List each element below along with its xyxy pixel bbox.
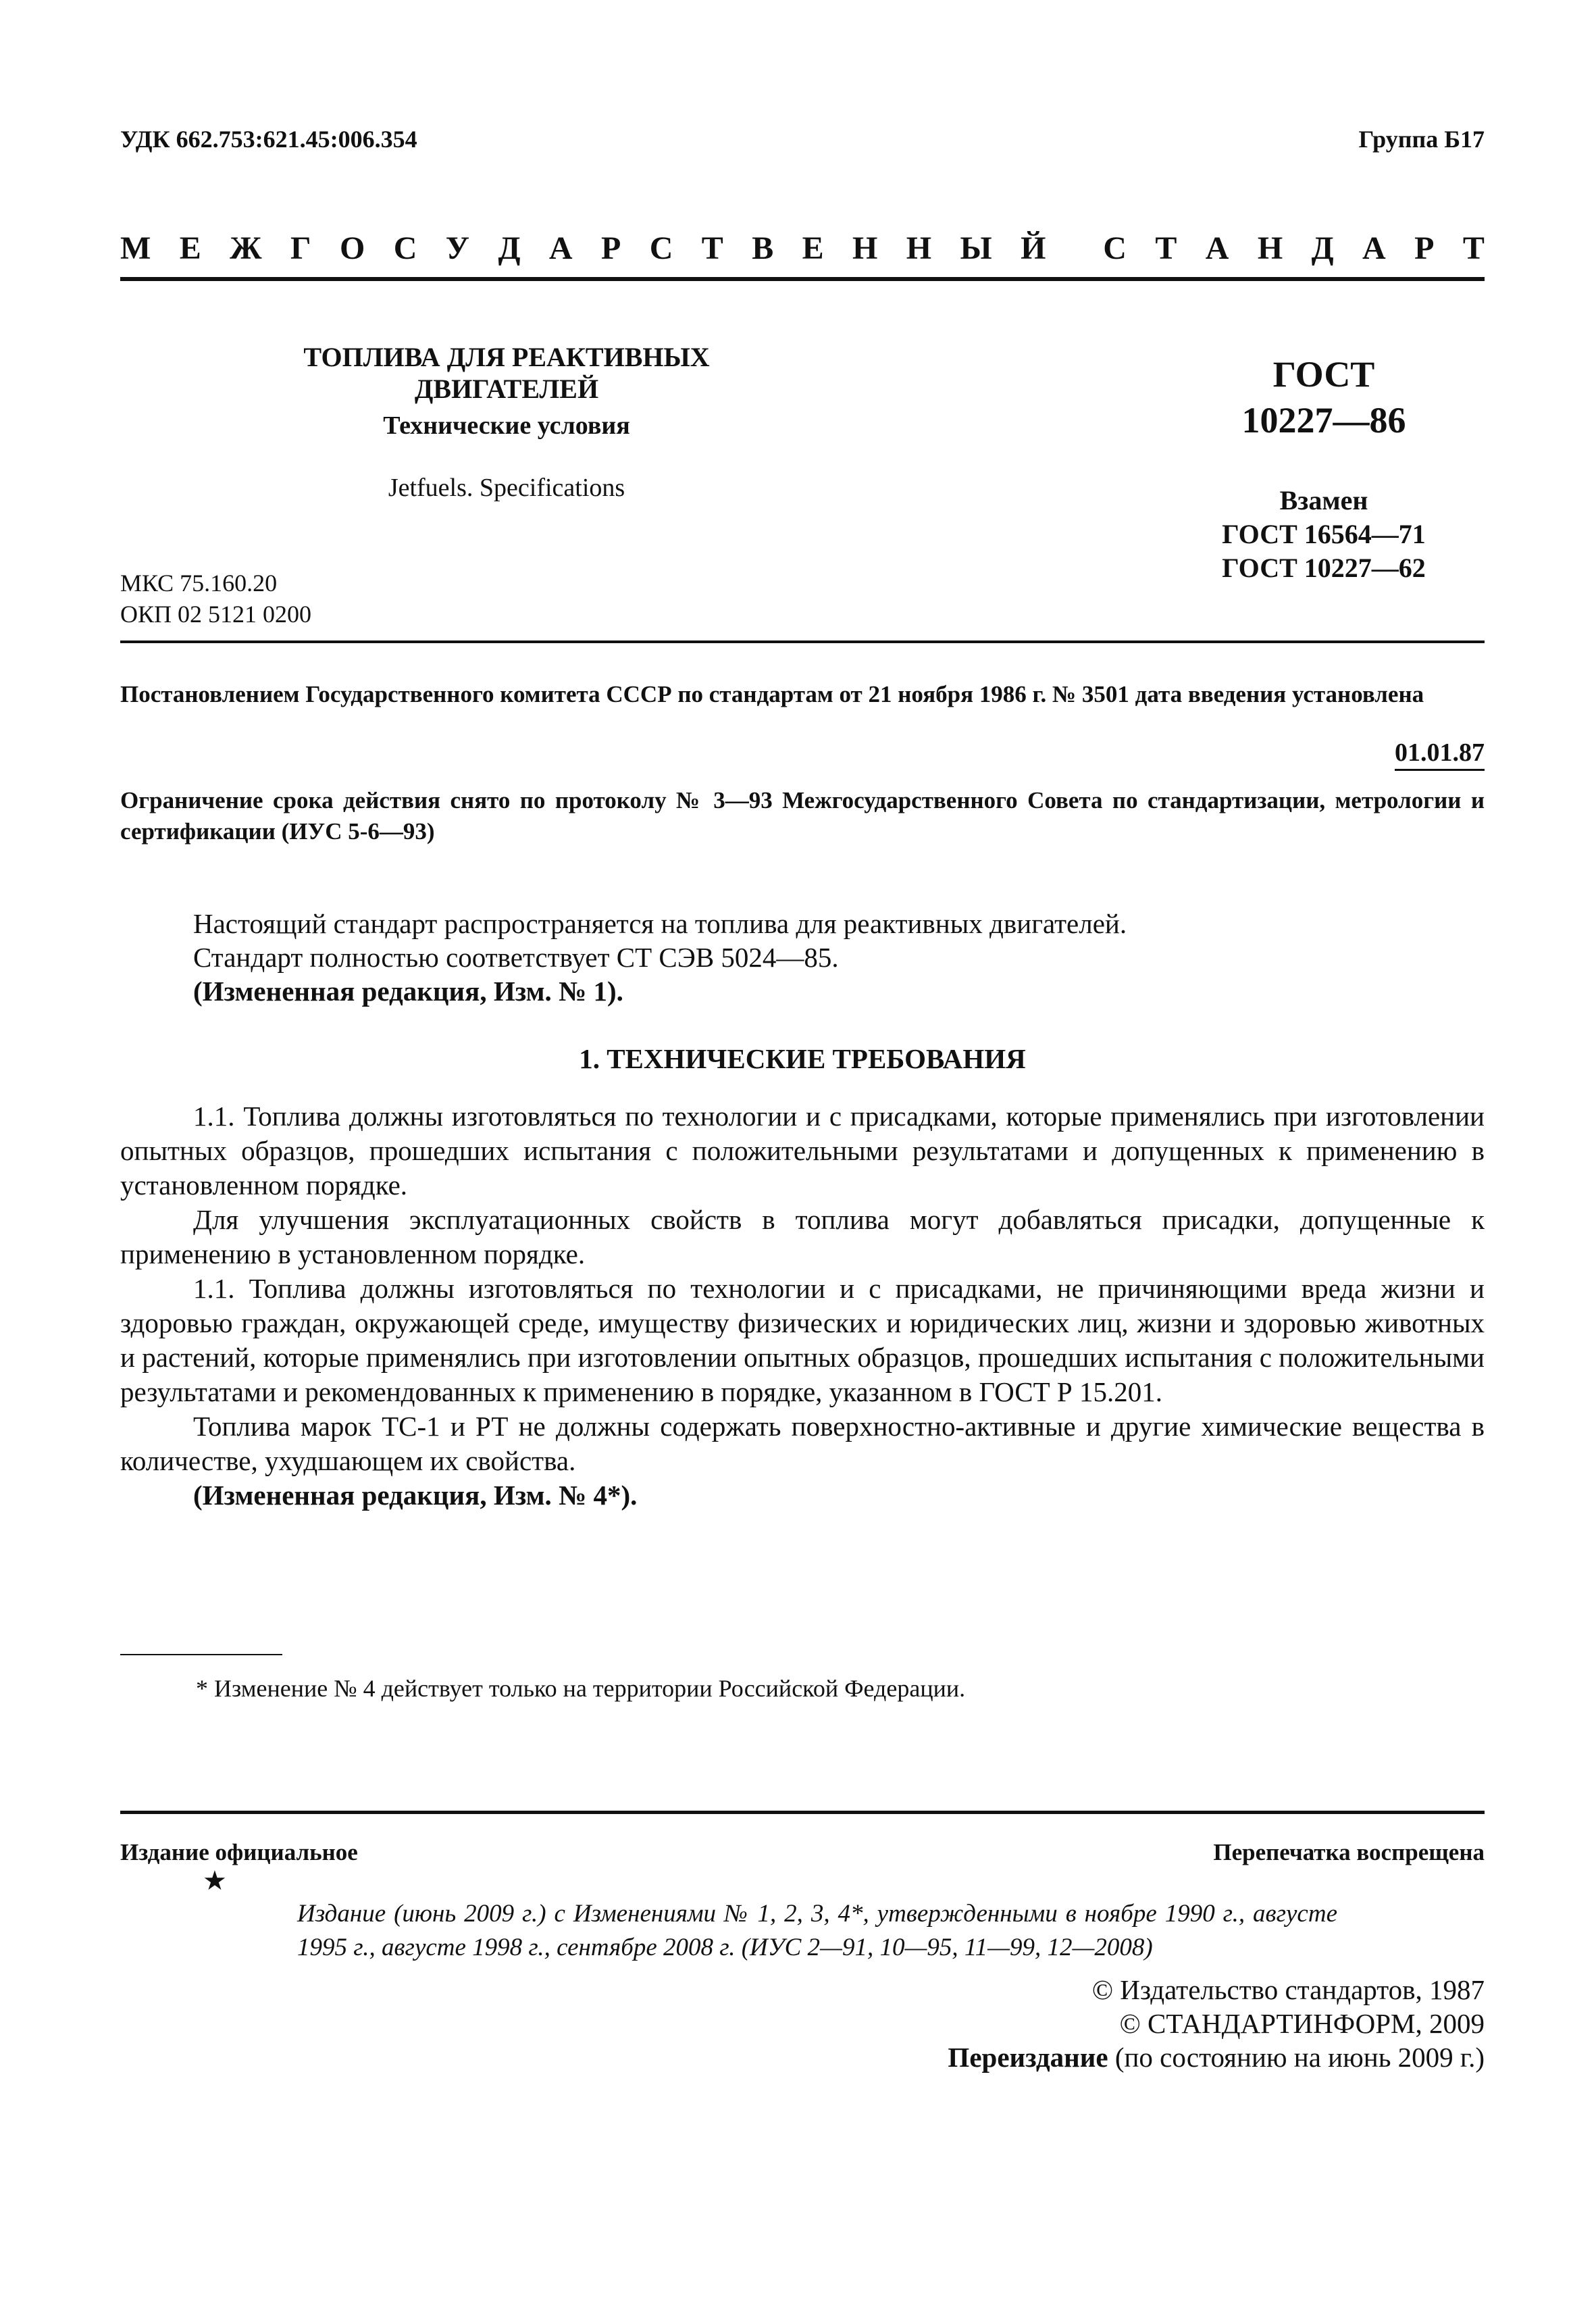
copyright-block	[948, 1973, 1485, 2074]
intro-scope: Настоящий стандарт распространяется на топлива для реактивных двигателей.	[193, 908, 1127, 939]
edition-note: Издание (июнь 2009 г.) с Изменениями № 1, 2, 3, 4*, утвержденными в ноябре 1990 г., августе 1995 г., августе 1998 г., сентябре 2008 г. (ИУС 2—91, 10—95, 11—99, 12—2008)	[297, 1900, 1337, 1961]
section-amendment: (Измененная редакция, Изм. № 4*).	[193, 1480, 638, 1511]
footnote: * Изменение № 4 действует только на территории Российской Федерации.	[196, 1675, 966, 1702]
copyright-2009: © СТАНДАРТИНФОРМ, 2009	[1119, 2008, 1485, 2039]
paragraph-additives: Для улучшения эксплуатационных свойств в топлива могут добавляться присадки, допущенные к применению в установленном порядке.	[120, 1204, 1485, 1269]
paragraph-surfactants: Топлива марок ТС-1 и РТ не должны содержать поверхностно-активные и другие химические вещества в количестве, ухудшающем их свойства.	[120, 1411, 1485, 1476]
intro-amendment: (Измененная редакция, Изм. № 1).	[193, 976, 623, 1007]
mks-code: МКС 75.160.20	[120, 570, 278, 597]
standard-type-letter: Р	[1414, 230, 1435, 266]
top-rule	[120, 277, 1485, 281]
standard-type-heading	[120, 230, 1485, 267]
intro-compliance: Стандарт полностью соответствует СТ СЭВ 5024—85.	[193, 942, 839, 973]
official-edition: Издание официальное	[120, 1839, 358, 1865]
standard-type-letter: Д	[498, 230, 521, 266]
section-heading: 1. ТЕХНИЧЕСКИЕ ТРЕБОВАНИЯ	[579, 1043, 1026, 1074]
gost-number: 10227—86	[1241, 400, 1406, 441]
replaces-label: Взамен	[1279, 485, 1368, 515]
document-subtitle: Технические условия	[383, 411, 630, 440]
standard-type-letter: Н	[906, 230, 932, 266]
standard-type-letter: Т	[1155, 230, 1177, 266]
copyright-1987: © Издательство стандартов, 1987	[1091, 1974, 1485, 2005]
group-code: Группа Б17	[1358, 126, 1485, 153]
standard-type-letter: Н	[1257, 230, 1283, 266]
standard-type-letter: Р	[600, 230, 621, 266]
reissue-line	[948, 2040, 1485, 2074]
okp-code: ОКП 02 5121 0200	[120, 601, 312, 628]
introduction-date: 01.01.87	[1395, 738, 1485, 771]
reprint-forbidden: Перепечатка воспрещена	[1213, 1839, 1485, 1865]
document-title: ТОПЛИВА ДЛЯ РЕАКТИВНЫХ ДВИГАТЕЛЕЙ	[303, 342, 710, 404]
footnote-rule	[120, 1654, 282, 1655]
replaces-item-1: ГОСТ 16564—71	[1222, 519, 1426, 549]
standard-type-letter: Г	[290, 230, 311, 266]
standard-type-letter: А	[548, 230, 573, 266]
standard-type-letter: У	[445, 230, 470, 266]
standard-type-letter: Н	[852, 230, 878, 266]
standard-type-letter: О	[339, 230, 365, 266]
section-body	[120, 1099, 1485, 1513]
standard-type-letter: Е	[179, 230, 201, 266]
standard-type-letter: С	[393, 230, 417, 266]
standard-type-letter: В	[752, 230, 774, 266]
english-title: Jetfuels. Specifications	[388, 474, 625, 502]
gost-label: ГОСТ	[1272, 354, 1375, 395]
classification-codes	[120, 568, 311, 630]
reissue-note: (по состоянию на июнь 2009 г.)	[1108, 2042, 1485, 2073]
standard-type-letter: А	[1205, 230, 1229, 266]
decree-text: Постановлением Государственного комитета СССР по стандартам от 21 ноября 1986 г. № 3501 дата введения установлена	[120, 681, 1424, 707]
standard-type-letter: Й	[1021, 230, 1046, 266]
standard-type-letter: М	[120, 230, 151, 266]
standard-type-letter: С	[1103, 230, 1127, 266]
standard-type-letter: С	[649, 230, 673, 266]
standard-type-letter: Д	[1311, 230, 1334, 266]
standard-type-letter: Т	[701, 230, 723, 266]
paragraph-1-1-revised: 1.1. Топлива должны изготовляться по технологии и с присадками, не причиняющими вреда жизни и здоровью граждан, окружающей среде, имуществу физических и юридических лиц, жизни и здоровью животных и растений, которые применялись при изготовлении опытных образцов, прошедших испытания с положительными результатами и рекомендованных к применению в порядке, указанном в ГОСТ Р 15.201.	[120, 1273, 1485, 1407]
standard-type-letter: Ж	[230, 230, 262, 266]
replaces-item-2: ГОСТ 10227—62	[1222, 553, 1426, 583]
udk-code: УДК 662.753:621.45:006.354	[120, 126, 417, 153]
gost-designation	[1189, 351, 1459, 585]
intro-block	[120, 907, 1485, 1008]
paragraph-1-1: 1.1. Топлива должны изготовляться по технологии и с присадками, которые применялись при изготовлении опытных образцов, прошедших испытания с положительными результатами и допущенных к применению в установленном порядке.	[120, 1101, 1485, 1201]
title-rule	[120, 640, 1485, 643]
standard-type-letter: Ы	[960, 230, 992, 266]
reissue-label: Переиздание	[948, 2042, 1108, 2073]
star-icon: ★	[203, 1865, 227, 1896]
footer-rule	[120, 1811, 1485, 1814]
limitation-note: Ограничение срока действия снято по протоколу № 3—93 Межгосударственного Совета по стандартизации, метрологии и сертификации (ИУС 5-6—93)	[120, 787, 1485, 845]
standard-type-letter: Т	[1462, 230, 1485, 266]
standard-type-letter: А	[1362, 230, 1386, 266]
standard-type-letter: Е	[802, 230, 824, 266]
